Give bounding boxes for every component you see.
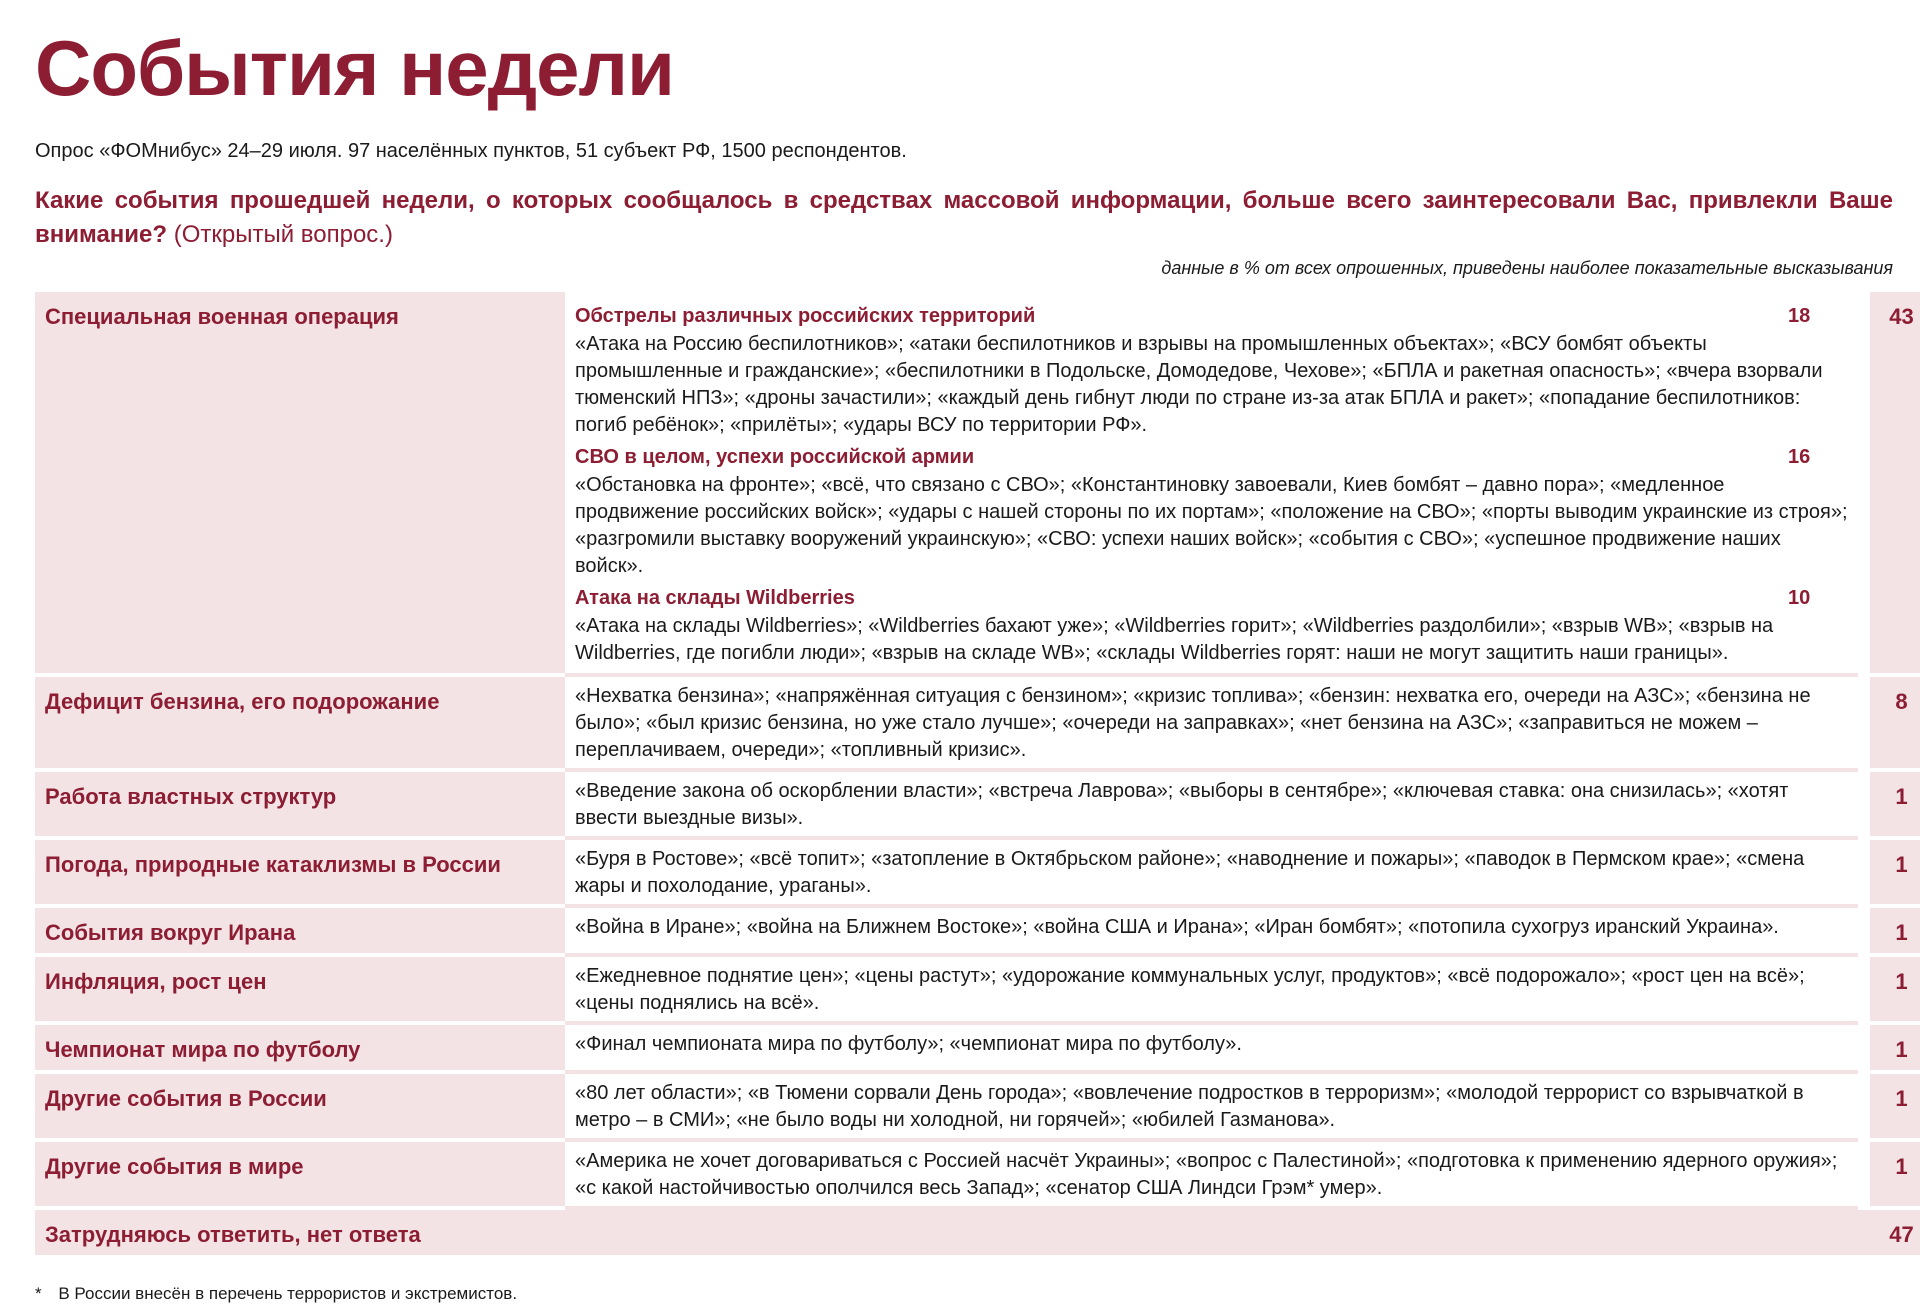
column-gap <box>1858 1210 1870 1255</box>
subcategory <box>575 442 1848 472</box>
column-gap <box>1858 1074 1870 1142</box>
category-label: События вокруг Ирана <box>35 908 565 957</box>
row-quotes: «Америка не хочет договариваться с Россией насчёт Украины»; «вопрос с Палестиной»; «подготовка к применению ядерного оружия»; «с какой настойчивостью ополчился весь Запад»; «сенатор США Линдси Грэм* умер». <box>565 1142 1858 1210</box>
row-quotes: «80 лет области»; «в Тюмени сорвали День города»; «вовлечение подростков в терроризм»; «молодой террорист со взрывчаткой в метро – в СМИ»; «не было воды ни холодной, ни горячей»; «юбилей Газманова». <box>565 1074 1858 1142</box>
row-total: 1 <box>1870 840 1920 908</box>
row-total: 1 <box>1870 908 1920 957</box>
data-note: данные в % от всех опрошенных, приведены наиболее показательные высказывания <box>1161 258 1893 278</box>
row-quotes: «Финал чемпионата мира по футболу»; «чемпионат мира по футболу». <box>565 1025 1858 1074</box>
subcategory-quotes: «Обстановка на фронте»; «всё, что связано с СВО»; «Константиновку завоевали, Киев бомбят – давно пора»; «медленное продвижение российских войск»; «удары с нашей стороны по их портам»; «положение на СВО»; «порты выводим украинские из строя»; «разгромили выставку вооружений украинскую»; «СВО: успехи наших войск»; «события с СВО»; «успешное продвижение наших войск». <box>575 474 1848 577</box>
column-gap <box>1858 957 1870 1025</box>
row-total: 1 <box>1870 957 1920 1025</box>
document-page <box>35 20 1914 1305</box>
results-table <box>35 292 1920 1255</box>
category-label: Специальная военная операция <box>35 292 565 677</box>
subcategory-value: 10 <box>1788 587 1811 609</box>
column-gap <box>1858 840 1870 908</box>
subcategory <box>575 301 1848 331</box>
column-gap <box>1858 292 1870 677</box>
row-total: 43 <box>1870 292 1920 677</box>
subcategory-title: СВО в целом, успехи российской армии <box>575 446 975 468</box>
table-row <box>35 840 1920 908</box>
category-label: Чемпионат мира по футболу <box>35 1025 565 1074</box>
subcategory-quotes: «Атака на Россию беспилотников»; «атаки беспилотников и взрывы на промышленных объектах»; «ВСУ бомбят объекты промышленные и гражданские»; «беспилотники в Подольске, Домодедове, Чехове»; «БПЛА и ракетная опасность»; «вчера взорвали тюменский НПЗ»; «дроны зачастили»; «каждый день гибнут люди по стране из-за атак БПЛА и ракет»; «попадание беспилотников: погиб ребёнок»; «прилёты»; «удары ВСУ по территории РФ». <box>575 333 1823 436</box>
footnote-text: В России внесён в перечень террористов и экстремистов. <box>58 1284 518 1303</box>
footnote-marker: * <box>35 1284 42 1303</box>
row-quotes: «Нехватка бензина»; «напряжённая ситуация с бензином»; «кризис топлива»; «бензин: нехватка его, очереди на АЗС»; «бензина не было»; «был кризис бензина, но уже стало лучше»; «очереди на заправках»; «нет бензина на АЗС»; «заправиться не можем – переплачиваем, очереди»; «топливный кризис». <box>565 677 1858 772</box>
subcategory-value: 18 <box>1788 305 1811 327</box>
table-row <box>35 677 1920 772</box>
column-gap <box>1858 1025 1870 1074</box>
subcategory-title: Атака на склады Wildberries <box>575 587 855 609</box>
category-label: Работа властных структур <box>35 772 565 840</box>
table-row <box>35 1025 1920 1074</box>
column-gap <box>1858 772 1870 840</box>
row-quotes: «Ежедневное поднятие цен»; «цены растут»; «удорожание коммунальных услуг, продуктов»; «всё подорожало»; «рост цен на всё»; «цены поднялись на всё». <box>565 957 1858 1025</box>
row-quotes: «Война в Иране»; «война на Ближнем Востоке»; «война США и Ирана»; «Иран бомбят»; «потопила сухогруз иранский Украина». <box>565 908 1858 957</box>
column-gap <box>1858 908 1870 957</box>
row-total: 1 <box>1870 1025 1920 1074</box>
page-title: События недели <box>35 24 674 112</box>
category-label: Инфляция, рост цен <box>35 957 565 1025</box>
table-row <box>35 772 1920 840</box>
row-total: 8 <box>1870 677 1920 772</box>
category-label: Погода, природные катаклизмы в России <box>35 840 565 908</box>
subcategory <box>575 583 1848 613</box>
subcategory-value: 16 <box>1788 446 1811 468</box>
row-total: 1 <box>1870 772 1920 840</box>
table-row <box>35 957 1920 1025</box>
category-label: Дефицит бензина, его подорожание <box>35 677 565 772</box>
subcategory-quotes: «Атака на склады Wildberries»; «Wildberries бахают уже»; «Wildberries горит»; «Wildberries раздолбили»; «взрыв WB»; «взрыв на Wildberries, где погибли люди»; «взрыв на складе WB»; «склады Wildberries горят: наши не могут защитить наши границы». <box>575 615 1774 664</box>
row-total: 1 <box>1870 1074 1920 1142</box>
row-quotes: «Введение закона об оскорблении власти»; «встреча Лаврова»; «выборы в сентябре»; «ключевая ставка: она снизилась»; «хотят ввести выездные визы». <box>565 772 1858 840</box>
table-row-no-answer <box>35 1210 1920 1255</box>
table-row <box>35 292 1920 677</box>
footnote <box>35 1283 1893 1305</box>
row-total: 47 <box>1870 1210 1920 1255</box>
row-total: 1 <box>1870 1142 1920 1210</box>
question-text: Какие события прошедшей недели, о которых сообщалось в средствах массовой информации, больше всего заинтересовали Вас, привлекли Ваше внимание? <box>35 187 1893 248</box>
table-row <box>35 1074 1920 1142</box>
row-empty <box>565 1210 1858 1255</box>
column-gap <box>1858 677 1870 772</box>
survey-question <box>35 184 1893 252</box>
column-gap <box>1858 1142 1870 1210</box>
subcategory-title: Обстрелы различных российских территорий <box>575 305 1036 327</box>
table-row <box>35 1142 1920 1210</box>
row-quotes: «Буря в Ростове»; «всё топит»; «затопление в Октябрьском районе»; «наводнение и пожары»; «паводок в Пермском крае»; «смена жары и похолодание, ураганы». <box>565 840 1858 908</box>
category-label: Другие события в России <box>35 1074 565 1142</box>
row-details <box>565 292 1858 677</box>
category-label: Затрудняюсь ответить, нет ответа <box>35 1210 565 1255</box>
survey-info: Опрос «ФОМнибус» 24–29 июля. 97 населённых пунктов, 51 субъект РФ, 1500 респондентов. <box>35 140 907 162</box>
category-label: Другие события в мире <box>35 1142 565 1210</box>
question-note: (Открытый вопрос.) <box>173 221 393 248</box>
table-row <box>35 908 1920 957</box>
